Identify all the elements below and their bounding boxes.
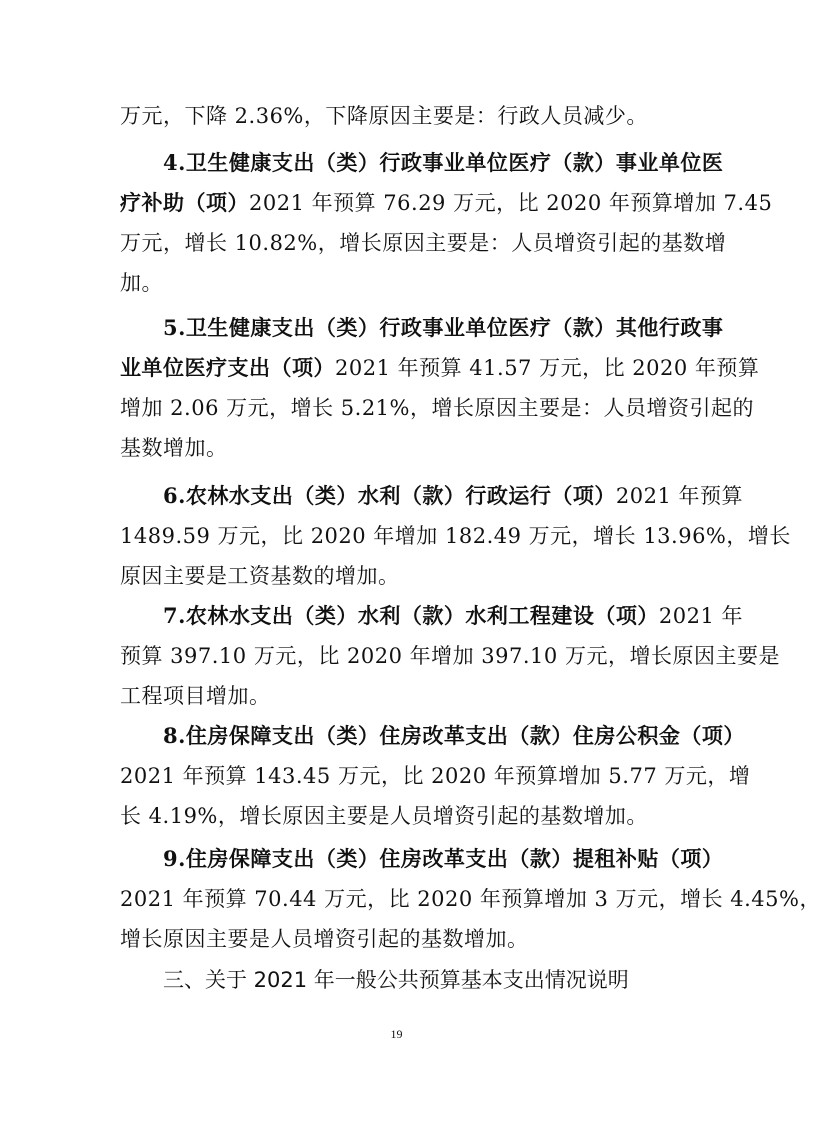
line-text: 2021 年预算 41.57 万元，比 2020 年预算	[335, 356, 760, 380]
item-heading-line	[163, 313, 724, 343]
line-text: 增长原因主要是人员增资引起的基数增加。	[120, 927, 529, 951]
text-line	[120, 268, 700, 298]
item-title: 8.住房保障支出（类）住房改革支出（款）住房公积金（项）	[163, 723, 745, 748]
line-text: 2021 年预算 70.44 万元，比 2020 年预算增加 3 万元，增长 4.45%，	[120, 887, 821, 911]
text-line	[120, 188, 773, 218]
item-title: 9.住房保障支出（类）住房改革支出（款）提租补贴（项）	[163, 846, 724, 871]
line-text: 基数增加。	[120, 436, 228, 460]
line-text: 2021 年	[658, 604, 744, 628]
line-text: 1489.59 万元，比 2020 年增加 182.49 万元，增长 13.96%，增长	[120, 524, 791, 548]
text-line	[120, 561, 700, 591]
line-text: 工程项目增加。	[120, 684, 271, 708]
line-text: 增加 2.06 万元，增长 5.21%，增长原因主要是：人员增资引起的	[120, 396, 754, 420]
item-heading-line	[163, 601, 744, 631]
section-heading: 三、关于 2021 年一般公共预算基本支出情况说明	[163, 968, 629, 992]
line-text: 2021 年预算	[615, 484, 744, 508]
item-title: 疗补助（项）	[120, 190, 249, 215]
text-line	[120, 521, 791, 551]
item-heading-line	[163, 844, 724, 874]
text-line	[120, 801, 700, 831]
item-title: 业单位医疗支出（项）	[120, 355, 335, 380]
line-text: 2021 年预算 76.29 万元，比 2020 年预算增加 7.45	[249, 191, 773, 215]
line-text: 长 4.19%，增长原因主要是人员增资引起的基数增加。	[120, 804, 648, 828]
text-line	[120, 641, 780, 671]
item-heading-line	[163, 148, 724, 178]
page-number: 19	[390, 1027, 403, 1041]
text-line	[120, 681, 700, 711]
line-text: 加。	[120, 271, 163, 295]
item-heading-line	[163, 721, 745, 751]
item-heading-line	[163, 481, 744, 511]
line-text: 2021 年预算 143.45 万元，比 2020 年预算增加 5.77 万元，增	[120, 764, 751, 788]
line-text: 原因主要是工资基数的增加。	[120, 564, 400, 588]
line-text: 万元，增长 10.82%，增长原因主要是：人员增资引起的基数增	[120, 231, 727, 255]
item-title: 4.卫生健康支出（类）行政事业单位医疗（款）事业单位医	[163, 150, 724, 175]
text-line	[120, 761, 751, 791]
line-text: 万元，下降 2.36%，下降原因主要是：行政人员减少。	[120, 104, 648, 128]
text-line	[120, 228, 727, 258]
text-line	[120, 353, 760, 383]
item-title: 7.农林水支出（类）水利（款）水利工程建设（项）	[163, 603, 659, 628]
item-title: 6.农林水支出（类）水利（款）行政运行（项）	[163, 483, 616, 508]
text-line	[120, 101, 700, 131]
item-title: 5.卫生健康支出（类）行政事业单位医疗（款）其他行政事	[163, 315, 724, 340]
text-line	[120, 433, 700, 463]
line-text: 预算 397.10 万元，比 2020 年增加 397.10 万元，增长原因主要是	[120, 644, 780, 668]
text-line	[120, 393, 754, 423]
text-line	[120, 884, 821, 914]
text-line	[120, 924, 700, 954]
